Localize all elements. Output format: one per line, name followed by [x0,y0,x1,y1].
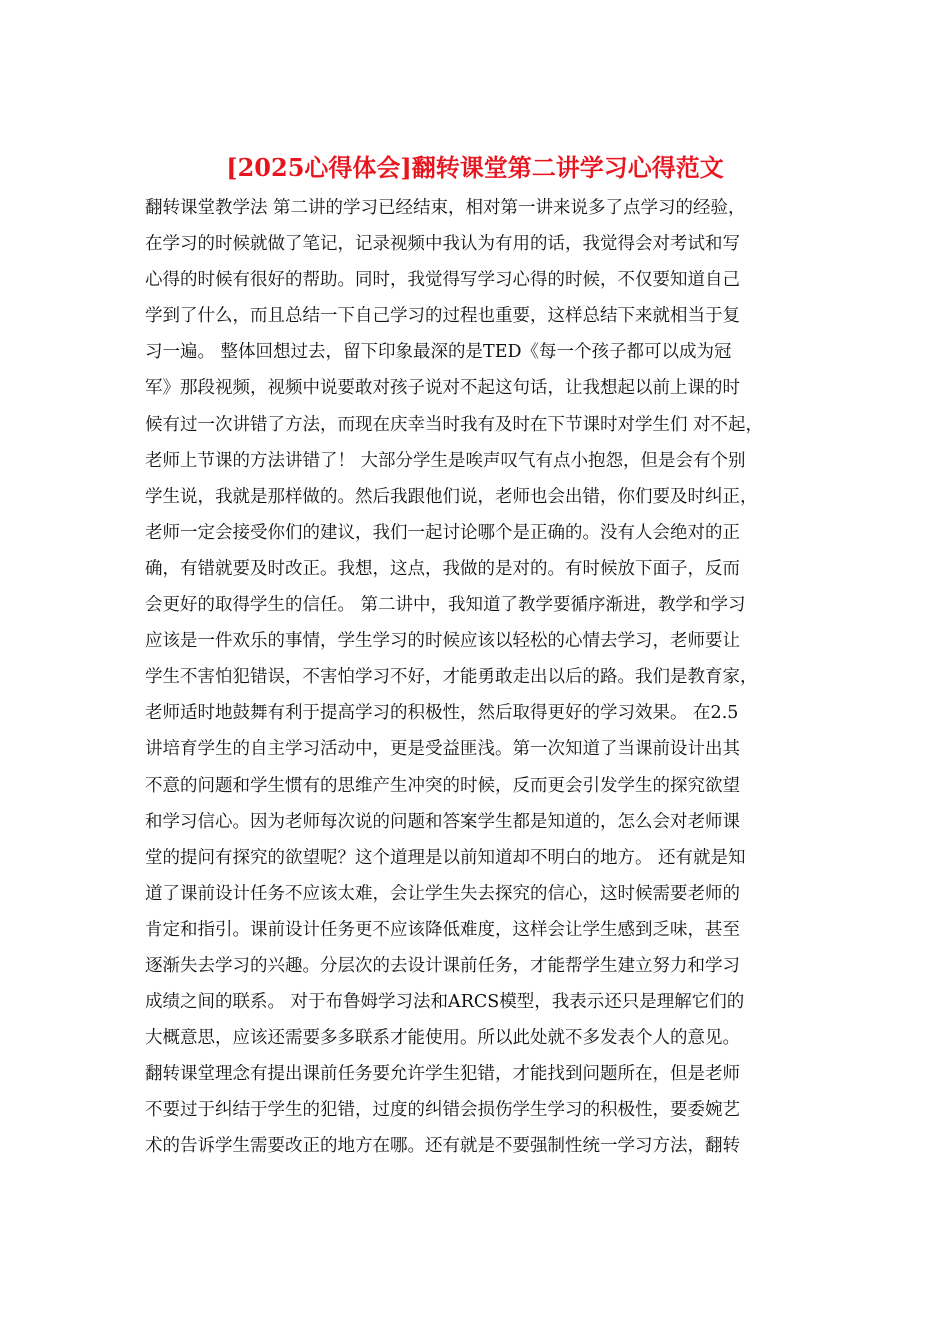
body-line: 术的告诉学生需要改正的地方在哪。还有就是不要强制性统一学习方法，翻转 [145,1136,740,1157]
document-body [145,190,810,1165]
body-line: 心得的时候有很好的帮助。同时，我觉得写学习心得的时候，不仅要知道自己 [145,270,740,291]
body-line: 不要过于纠结于学生的犯错，过度的纠错会损伤学生学习的积极性，要委婉艺 [145,1100,740,1121]
body-line: 学生说，我就是那样做的。然后我跟他们说，老师也会出错，你们要及时纠正， [145,486,758,507]
body-line: 大概意思，应该还需要多多联系才能使用。所以此处就不多发表个人的意见。 [145,1028,740,1049]
body-line: 确，有错就要及时改正。我想，这点，我做的是对的。有时候放下面子，反而 [145,558,740,579]
body-line: 翻转课堂理念有提出课前任务要允许学生犯错，才能找到问题所在，但是老师 [145,1064,740,1085]
body-line: 应该是一件欢乐的事情，学生学习的时候应该以轻松的心情去学习，老师要让 [145,631,740,652]
body-line: 军》那段视频，视频中说要敢对孩子说对不起这句话，让我想起以前上课的时 [145,378,740,399]
body-line: 老师一定会接受你们的建议，我们一起讨论哪个是正确的。没有人会绝对的正 [145,522,740,543]
body-line: 老师上节课的方法讲错了！ 大部分学生是唉声叹气有点小抱怨，但是会有个别 [145,450,746,471]
body-line: 讲培育学生的自主学习活动中，更是受益匪浅。第一次知道了当课前设计出其 [145,739,740,760]
body-line: 堂的提问有探究的欲望呢？这个道理是以前知道却不明白的地方。 还有就是知 [145,847,746,868]
body-line: 学到了什么，而且总结一下自己学习的过程也重要，这样总结下来就相当于复 [145,306,740,327]
body-line: 在学习的时候就做了笔记，记录视频中我认为有用的话，我觉得会对考试和写 [145,234,740,255]
body-line: 逐渐失去学习的兴趣。分层次的去设计课前任务，才能帮学生建立努力和学习 [145,955,740,976]
body-line: 老师适时地鼓舞有利于提高学习的积极性，然后取得更好的学习效果。 在2.5 [145,703,739,724]
body-line: 学生不害怕犯错误，不害怕学习不好，才能勇敢走出以后的路。我们是教育家， [145,667,758,688]
body-line: 候有过一次讲错了方法，而现在庆幸当时我有及时在下节课时对学生们 对不起， [145,414,764,435]
document-title: [2025心得体会]翻转课堂第二讲学习心得范文 [226,153,724,182]
body-line: 不意的问题和学生惯有的思维产生冲突的时候，反而更会引发学生的探究欲望 [145,775,740,796]
body-line: 道了课前设计任务不应该太难，会让学生失去探究的信心，这时候需要老师的 [145,883,740,904]
body-line: 习一遍。 整体回想过去，留下印象最深的是TED《每一个孩子都可以成为冠 [145,342,732,363]
body-line: 肯定和指引。课前设计任务更不应该降低难度，这样会让学生感到乏味，甚至 [145,919,740,940]
body-line: 翻转课堂教学法 第二讲的学习已经结束，相对第一讲来说多了点学习的经验， [145,198,746,218]
body-line: 和学习信心。因为老师每次说的问题和答案学生都是知道的，怎么会对老师课 [145,811,740,832]
body-line: 会更好的取得学生的信任。 第二讲中，我知道了教学要循序渐进，教学和学习 [145,595,746,616]
body-line: 成绩之间的联系。 对于布鲁姆学习法和ARCS模型，我表示还只是理解它们的 [145,992,745,1013]
